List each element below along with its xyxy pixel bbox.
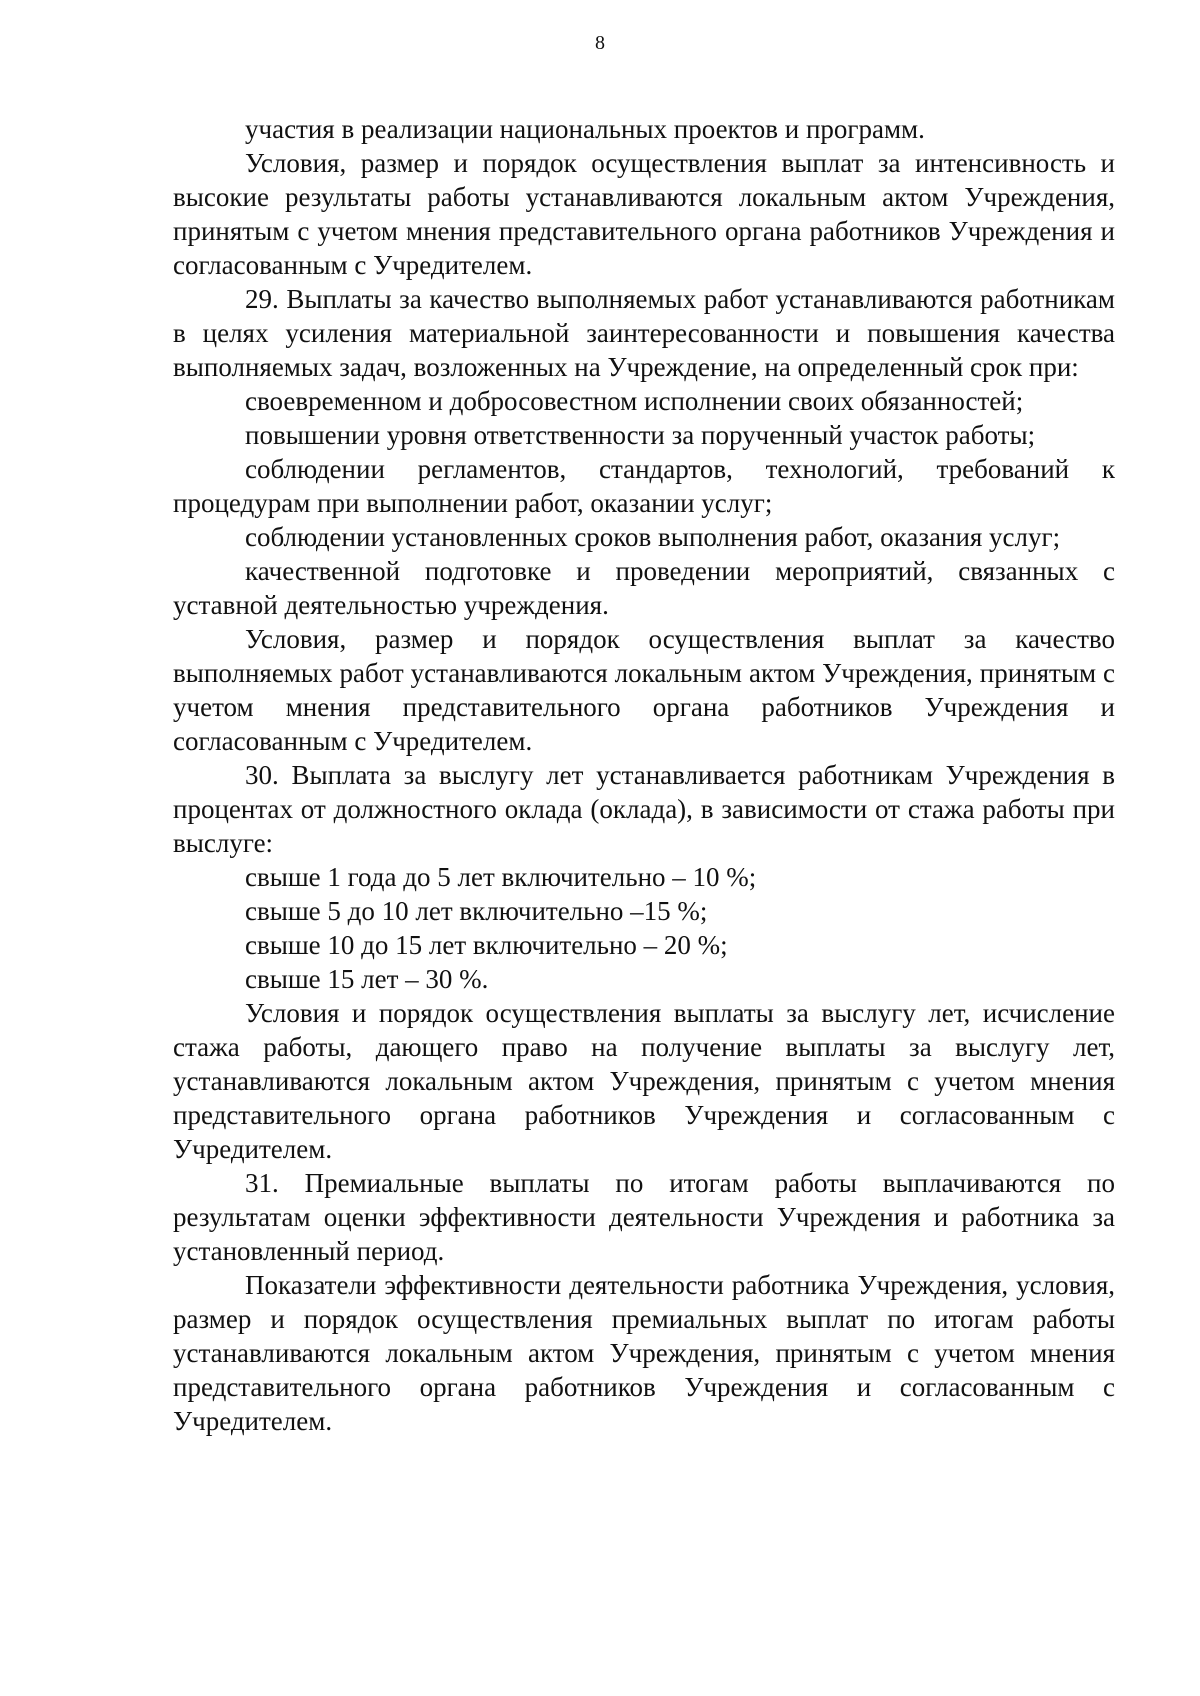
paragraph-quality-conditions: Условия, размер и порядок осуществления выплат за качество выполняемых работ устанавливаются локальным актом Учреждения, принятым с учетом мнения представительного органа работников Учреждения и согласованным с Учредителем. [173,624,1115,756]
paragraph-30-seniority: 30. Выплата за выслугу лет устанавливается работникам Учреждения в процентах от должностного оклада (оклада), в зависимости от стажа работы при выслуге: [173,760,1115,858]
paragraph-bonus-indicators: Показатели эффективности деятельности работника Учреждения, условия, размер и порядок осуществления премиальных выплат по итогам работы устанавливаются локальным актом Учреждения, принятым с учетом мнения представительного органа работников Учреждения и согласованным с Учредителем. [173,1270,1115,1436]
paragraph-intensity-conditions: Условия, размер и порядок осуществления выплат за интенсивность и высокие результаты работы устанавливаются локальным актом Учреждения, принятым с учетом мнения представительного органа работников Учреждения и согласованным с Учредителем. [173,148,1115,280]
list-item-events: качественной подготовке и проведении мероприятий, связанных с уставной деятельностью учреждения. [173,556,1115,620]
list-item-deadlines: соблюдении установленных сроков выполнения работ, оказания услуг; [245,522,1061,552]
page-number: 8 [595,32,605,54]
document-body [173,112,1115,1438]
list-item-seniority-15: свыше 15 лет – 30 %. [245,964,489,994]
list-item-timely-duties: своевременном и добросовестном исполнении своих обязанностей; [245,386,1024,416]
paragraph-31-bonus: 31. Премиальные выплаты по итогам работы выплачиваются по результатам оценки эффективности деятельности Учреждения и работника за установленный период. [173,1168,1115,1266]
list-item-regulations: соблюдении регламентов, стандартов, технологий, требований к процедурам при выполнении работ, оказании услуг; [173,454,1115,518]
paragraph-29-quality-payments: 29. Выплаты за качество выполняемых работ устанавливаются работникам в целях усиления материальной заинтересованности и повышения качества выполняемых задач, возложенных на Учреждение, на определенный срок при: [173,284,1115,382]
list-item-seniority-10-15: свыше 10 до 15 лет включительно – 20 %; [245,930,728,960]
paragraph-seniority-conditions: Условия и порядок осуществления выплаты за выслугу лет, исчисление стажа работы, дающего право на получение выплаты за выслугу лет, устанавливаются локальным актом Учреждения, принятым с учетом мнения представительного органа работников Учреждения и согласованным с Учредителем. [173,998,1115,1164]
list-item-seniority-5-10: свыше 5 до 10 лет включительно –15 %; [245,896,708,926]
list-item-seniority-1-5: свыше 1 года до 5 лет включительно – 10 %; [245,862,757,892]
list-item-responsibility: повышении уровня ответственности за порученный участок работы; [245,420,1036,450]
paragraph-continuation: участия в реализации национальных проектов и программ. [245,114,925,144]
